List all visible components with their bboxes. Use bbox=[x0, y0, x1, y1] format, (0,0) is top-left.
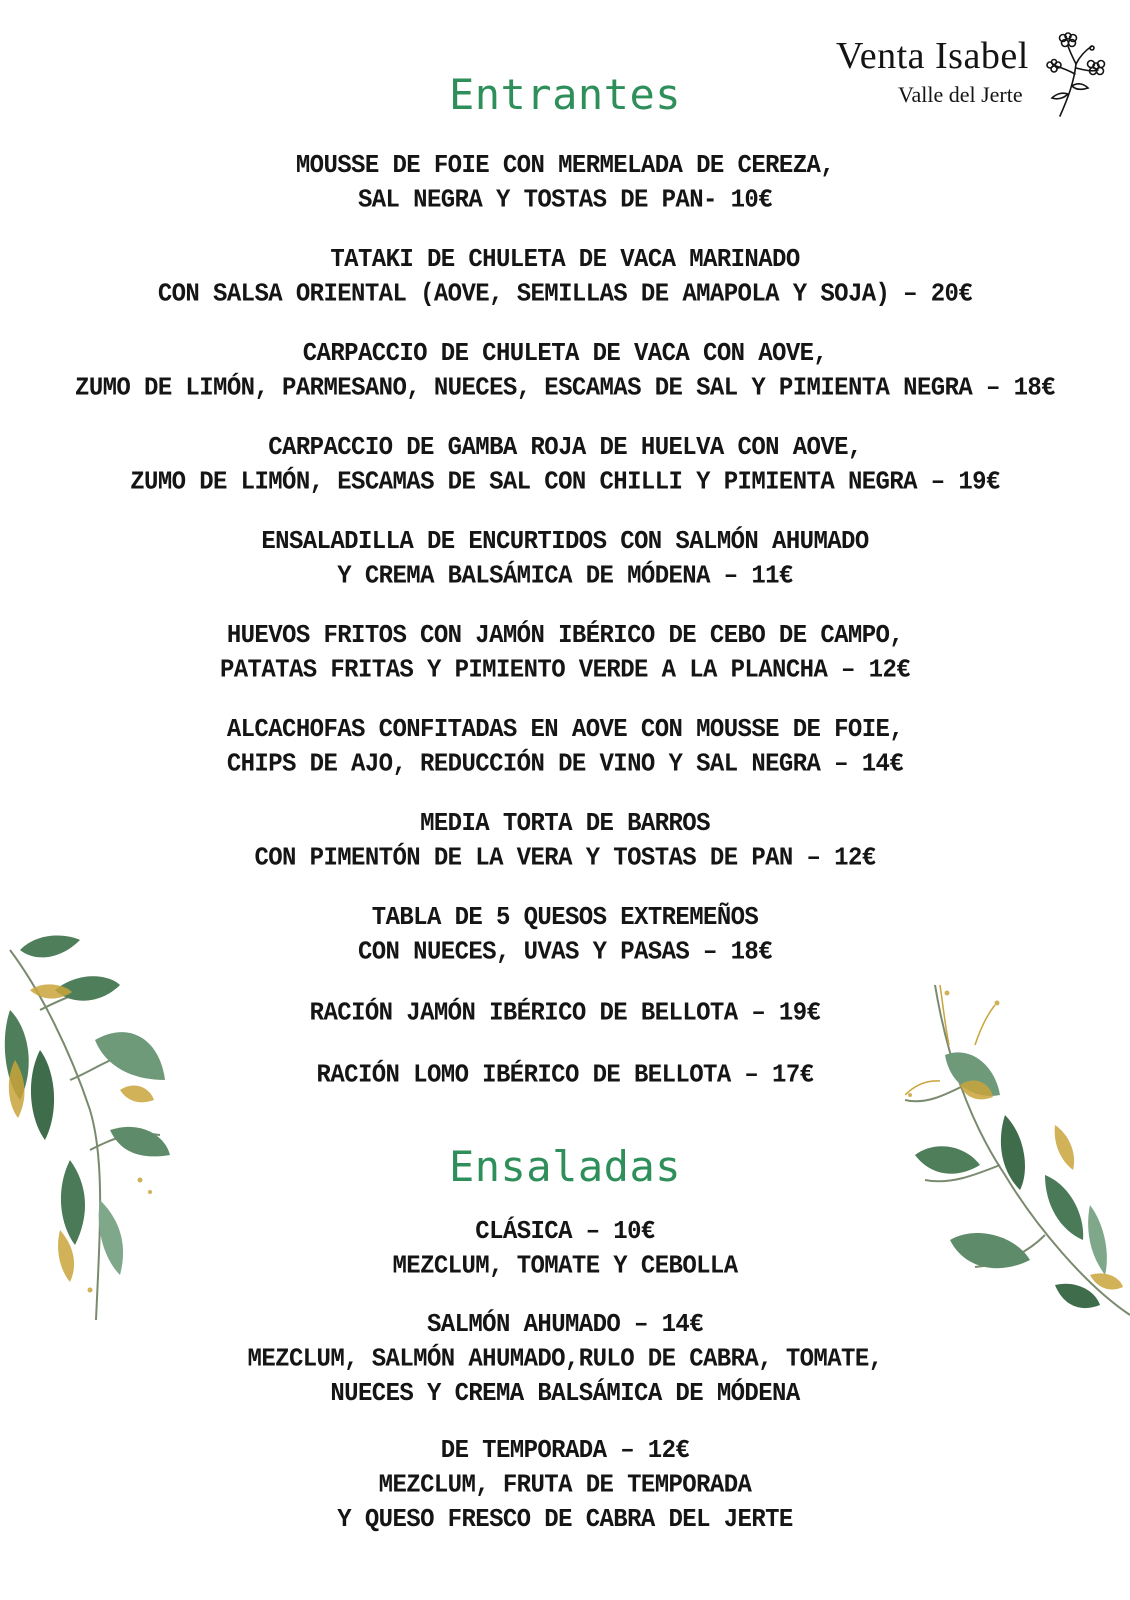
item-detail: MEZCLUM, SALMÓN AHUMADO,RULO DE CABRA, TOMATE, bbox=[247, 1344, 883, 1375]
list-item bbox=[0, 525, 1130, 594]
section-title-ensaladas: Ensaladas bbox=[448, 1142, 682, 1191]
item-name: ENSALADILLA DE ENCURTIDOS CON SALMÓN AHUMADO bbox=[261, 527, 869, 557]
item-detail: MEZCLUM, TOMATE Y CEBOLLA bbox=[392, 1252, 738, 1282]
item-name: TABLA DE 5 QUESOS EXTREMEÑOS bbox=[371, 903, 759, 933]
item-detail: CON PIMENTÓN DE LA VERA Y TOSTAS DE PAN – 12€ bbox=[254, 844, 876, 874]
item-name: RACIÓN LOMO IBÉRICO DE BELLOTA – 17€ bbox=[316, 1060, 814, 1091]
item-detail: CON SALSA ORIENTAL (AOVE, SEMILLAS DE AMAPOLA Y SOJA) – 20€ bbox=[157, 280, 973, 310]
section-title-entrantes: Entrantes bbox=[448, 70, 682, 119]
list-item bbox=[0, 619, 1130, 688]
item-detail: ZUMO DE LIMÓN, ESCAMAS DE SAL CON CHILLI Y PIMIENTA NEGRA – 19€ bbox=[130, 468, 1000, 498]
item-name: MEDIA TORTA DE BARROS bbox=[420, 809, 710, 839]
list-item bbox=[0, 243, 1130, 312]
item-detail: CHIPS DE AJO, REDUCCIÓN DE VINO Y SAL NEGRA – 14€ bbox=[226, 750, 904, 780]
item-name: RACIÓN JAMÓN IBÉRICO DE BELLOTA – 19€ bbox=[309, 998, 821, 1029]
item-name: CARPACCIO DE CHULETA DE VACA CON AOVE, bbox=[302, 339, 828, 369]
brand-name: Venta Isabel bbox=[836, 35, 1029, 77]
list-item bbox=[0, 337, 1130, 406]
eucalyptus-leaves-gold-icon bbox=[0, 930, 190, 1330]
list-item bbox=[0, 713, 1130, 782]
brand-subtitle: Valle del Jerte bbox=[898, 82, 1023, 107]
item-name: MOUSSE DE FOIE CON MERMELADA DE CEREZA, bbox=[295, 151, 835, 181]
item-detail: SAL NEGRA Y TOSTAS DE PAN- 10€ bbox=[357, 186, 773, 216]
item-name: CLÁSICA – 10€ bbox=[475, 1217, 655, 1247]
item-name: TATAKI DE CHULETA DE VACA MARINADO bbox=[330, 245, 800, 275]
item-name: ALCACHOFAS CONFITADAS EN AOVE CON MOUSSE DE FOIE, bbox=[226, 715, 904, 745]
list-item bbox=[0, 1434, 1130, 1538]
item-name: CARPACCIO DE GAMBA ROJA DE HUELVA CON AOVE, bbox=[268, 433, 862, 463]
item-detail: PATATAS FRITAS Y PIMIENTO VERDE A LA PLANCHA – 12€ bbox=[219, 656, 911, 686]
item-detail: Y QUESO FRESCO DE CABRA DEL JERTE bbox=[337, 1505, 793, 1535]
list-item bbox=[0, 149, 1130, 218]
item-detail: ZUMO DE LIMÓN, PARMESANO, NUECES, ESCAMAS DE SAL Y PIMIENTA NEGRA – 18€ bbox=[75, 374, 1055, 404]
item-detail: Y CREMA BALSÁMICA DE MÓDENA – 11€ bbox=[337, 562, 793, 592]
item-detail: NUECES Y CREMA BALSÁMICA DE MÓDENA bbox=[330, 1379, 800, 1409]
list-item bbox=[0, 431, 1130, 500]
item-name: SALMÓN AHUMADO – 14€ bbox=[426, 1310, 704, 1340]
item-detail: MEZCLUM, FRUTA DE TEMPORADA bbox=[378, 1470, 752, 1501]
item-name: HUEVOS FRITOS CON JAMÓN IBÉRICO DE CEBO DE CAMPO, bbox=[226, 621, 904, 651]
list-item bbox=[0, 807, 1130, 876]
item-name: DE TEMPORADA – 12€ bbox=[440, 1436, 690, 1466]
eucalyptus-leaves-gold-icon bbox=[905, 985, 1130, 1345]
item-detail: CON NUECES, UVAS Y PASAS – 18€ bbox=[357, 938, 773, 968]
